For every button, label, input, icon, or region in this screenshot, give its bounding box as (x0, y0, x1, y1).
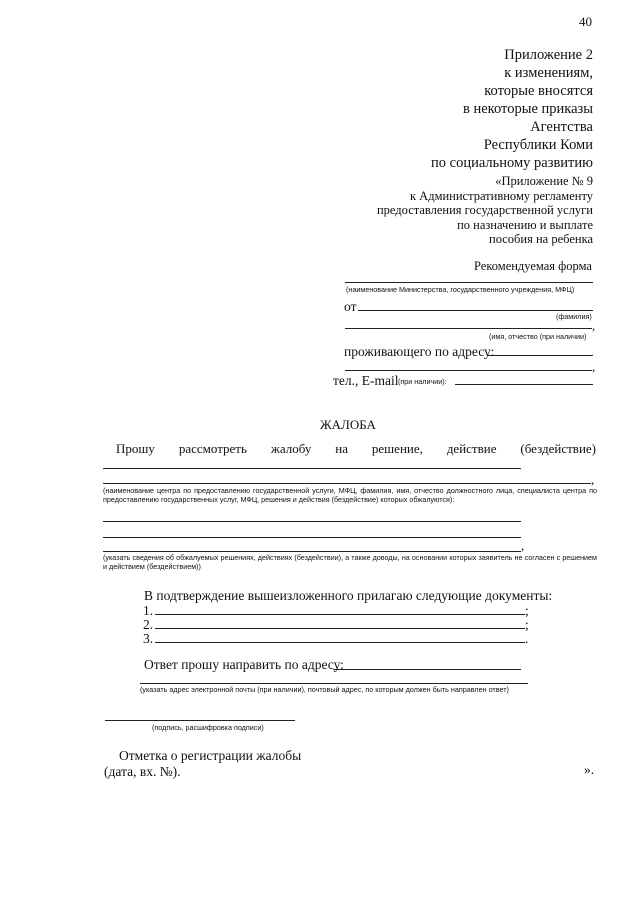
complaint-line-3 (103, 551, 521, 552)
registration-line-2: (дата, вх. №). (104, 764, 181, 779)
document-item-number: 1. (143, 603, 154, 618)
org-line (345, 282, 593, 283)
request-word: решение, (371, 441, 423, 456)
address-label: проживающего по адресу: (344, 344, 495, 359)
request-word: рассмотреть (178, 441, 247, 456)
address-comma: , (592, 359, 596, 374)
header-line: в некоторые приказы (463, 101, 593, 117)
header-line: Приложение 2 (504, 47, 593, 63)
signature-hint: (подпись, расшифровка подписи) (152, 723, 264, 732)
document-item-line (155, 614, 525, 615)
reply-hint: (указать адрес электронной почты (при наличии), почтовый адрес, по которым должен быть направлен ответ) (140, 685, 509, 694)
request-hint-1: (наименование центра по предоставлению государственной услуги, МФЦ, фамилия, имя, отчество должностного лица, специалиста центра по предоставлению государственных услуг, МФЦ, решения и действия (бездействие) которых обжалуются): (103, 486, 597, 504)
appendix-block (377, 174, 593, 247)
closing-quote: ». (584, 762, 595, 777)
name-comma: , (592, 318, 596, 333)
reply-label: Ответ прошу направить по адресу: (144, 657, 344, 672)
header-line: к изменениям, (504, 65, 593, 81)
header-line: по социальному развитию (431, 155, 593, 171)
request-fill-line-2 (103, 483, 591, 484)
appendix-line: по назначению и выплате (457, 217, 593, 232)
surname-line (358, 310, 593, 311)
request-fill-line-1 (103, 468, 521, 469)
header-block (431, 46, 593, 172)
appendix-line: предоставления государственной услуги (376, 203, 593, 217)
contact-hint: (при наличии): (398, 377, 447, 386)
from-label: от (344, 299, 357, 314)
document-item-end: ; (525, 617, 529, 632)
request-word: жалобу (270, 441, 312, 456)
request-word: (бездействие) (520, 441, 596, 456)
recommended-form-label: Рекомендуемая форма (474, 259, 592, 273)
org-hint: (наименование Министерства, государственного учреждения, МФЦ) (346, 285, 575, 294)
name-hint: (имя, отчество (при наличии) (489, 332, 587, 341)
document-item-line (155, 628, 525, 629)
surname-hint: (фамилия) (556, 312, 592, 321)
document-item-number: 3. (143, 631, 154, 646)
complaint-line-1 (103, 521, 521, 522)
document-item-line (155, 642, 525, 643)
document-item-end: ; (525, 603, 529, 618)
contact-line (455, 384, 593, 385)
request-comma: , (591, 472, 595, 487)
document-item-end: . (525, 631, 529, 646)
address-line-2 (345, 370, 592, 371)
document-item-number: 2. (143, 617, 154, 632)
complaint-comma: , (521, 538, 525, 553)
address-line-1 (488, 355, 593, 356)
appendix-line: «Приложение № 9 (495, 174, 593, 188)
request-word: Прошу (116, 441, 155, 456)
appendix-line: к Административному регламенту (409, 188, 593, 203)
page-number: 40 (579, 14, 592, 29)
contact-label: тел., E-mail (333, 373, 399, 388)
request-word: на (335, 441, 348, 456)
request-line (116, 441, 596, 457)
appendix-line: пособия на ребенка (489, 232, 593, 246)
name-line (345, 328, 592, 329)
header-line: Республики Коми (483, 137, 593, 153)
request-word: действие (446, 441, 497, 456)
header-line: которые вносятся (484, 83, 593, 99)
header-line: Агентства (530, 119, 593, 135)
reply-line-1 (333, 669, 521, 670)
reply-line-2 (140, 683, 528, 684)
request-hint-2: (указать сведения об обжалуемых решениях, действиях (бездействии), а также доводы, на основании которых заявитель не согласен с решением и действием (бездействием)) (103, 553, 597, 571)
signature-line (105, 720, 295, 721)
document-title: ЖАЛОБА (320, 417, 376, 432)
documents-intro: В подтверждение вышеизложенного прилагаю следующие документы: (144, 588, 553, 603)
registration-line-1: Отметка о регистрации жалобы (119, 748, 302, 763)
complaint-line-2 (103, 537, 521, 538)
